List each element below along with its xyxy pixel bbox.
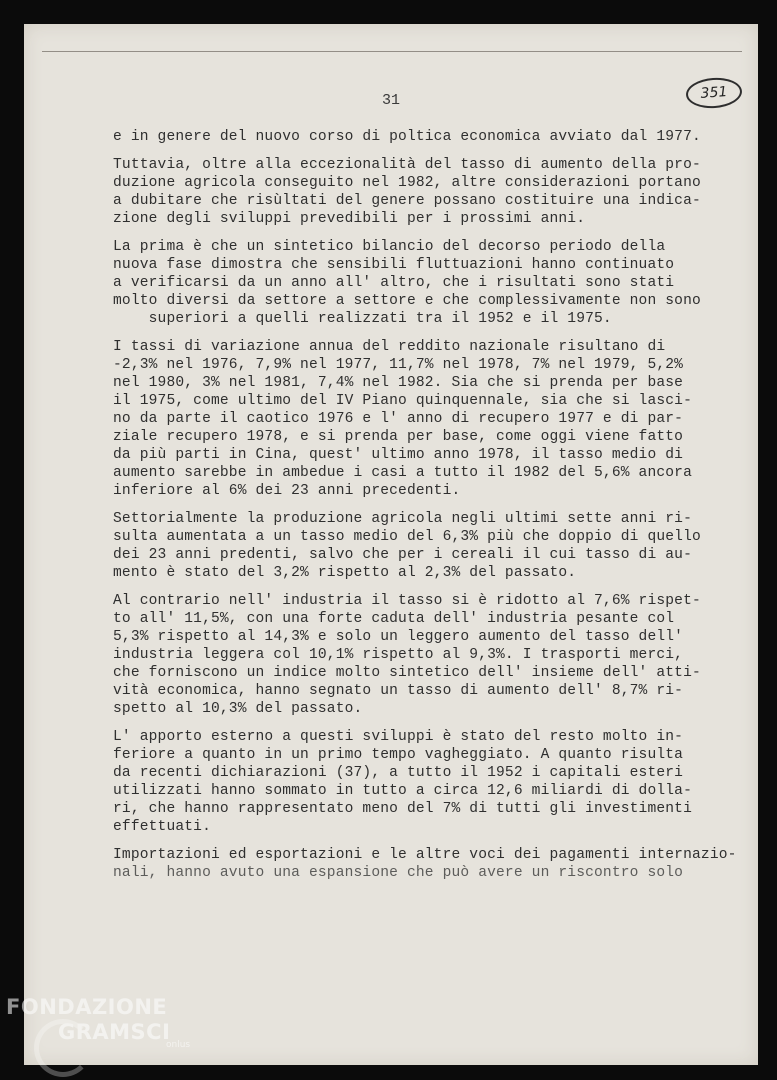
text-line: ri, che hanno rappresentato meno del 7% di tutti gli investimenti [113,801,692,817]
paragraph [113,728,723,836]
watermark-ring-icon [34,1019,92,1077]
text-line: superiori a quelli realizzati tra il 1952 e il 1975. [113,311,612,327]
text-line: feriore a quanto in un primo tempo vagheggiato. A quanto risulta [113,747,684,763]
paragraph [113,238,723,328]
watermark-line-2: GRAMSCI [58,1020,171,1044]
text-line: dei 23 anni predenti, salvo che per i cereali il cui tasso di au- [113,547,692,563]
text-line: 5,3% rispetto al 14,3% e solo un leggero aumento del tasso dell' [113,629,684,645]
text-line: spetto al 10,3% del passato. [113,701,363,717]
paragraph [113,338,723,500]
text-line: ziale recupero 1978, e si prenda per base, come oggi viene fatto [113,429,684,445]
text-line: no da parte il caotico 1976 e l' anno di recupero 1977 e di par- [113,411,684,427]
text-line: a verificarsi da un anno all' altro, che i risultati sono stati [113,275,675,291]
text-line: il 1975, come ultimo del IV Piano quinquennale, sia che si lasci- [113,393,692,409]
text-line: sulta aumentata a un tasso medio del 6,3% più che doppio di quello [113,529,701,545]
body-text [113,128,737,892]
text-line: che forniscono un indice molto sintetico dell' insieme dell' atti- [113,665,701,681]
paragraph [113,128,723,146]
text-line: vità economica, hanno segnato un tasso di aumento dell' 8,7% ri- [113,683,684,699]
text-line: utilizzati hanno sommato in tutto a circa 12,6 miliardi di dolla- [113,783,692,799]
paragraph [113,156,723,228]
text-line: nali, hanno avuto una espansione che può avere un riscontro solo [113,865,684,881]
text-line: Al contrario nell' industria il tasso si è ridotto al 7,6% rispet- [113,593,701,609]
text-line: L' apporto esterno a questi sviluppi è stato del resto molto in- [113,729,684,745]
text-line: nel 1980, 3% nel 1981, 7,4% nel 1982. Sia che si prenda per base [113,375,684,391]
text-line: mento è stato del 3,2% rispetto al 2,3% del passato. [113,565,577,581]
text-line: Tuttavia, oltre alla eccezionalità del tasso di aumento della pro- [113,157,701,173]
text-line: nuova fase dimostra che sensibili fluttuazioni hanno continuato [113,257,675,273]
page-number: 31 [382,92,401,109]
paragraph [113,592,723,718]
text-line: Settorialmente la produzione agricola negli ultimi sette anni ri- [113,511,692,527]
text-line: industria leggera col 10,1% rispetto al 9,3%. I trasporti merci, [113,647,684,663]
archive-stamp: 351 [685,76,743,110]
text-line: aumento sarebbe in ambedue i casi a tutto il 1982 del 5,6% ancora [113,465,692,481]
text-line: da recenti dichiarazioni (37), a tutto il 1952 i capitali esteri [113,765,684,781]
text-line: effettuati. [113,819,211,835]
text-line: Importazioni ed esportazioni e le altre voci dei pagamenti internazio- [113,847,737,863]
text-line: duzione agricola conseguito nel 1982, altre considerazioni portano [113,175,701,191]
text-line: a dubitare che risùltati del genere possano costituire una indica- [113,193,701,209]
paragraph [113,846,737,882]
watermark-line-3: onlus [166,1040,191,1050]
text-line: zione degli sviluppi prevedibili per i prossimi anni. [113,211,586,227]
text-line: -2,3% nel 1976, 7,9% nel 1977, 11,7% nel 1978, 7% nel 1979, 5,2% [113,357,684,373]
text-line: inferiore al 6% dei 23 anni precedenti. [113,483,461,499]
paragraph [113,510,723,582]
watermark-line-1: FONDAZIONE [6,995,168,1019]
text-line: e in genere del nuovo corso di poltica economica avviato dal 1977. [113,129,701,145]
text-line: da più parti in Cina, quest' ultimo anno 1978, il tasso medio di [113,447,684,463]
text-line: I tassi di variazione annua del reddito nazionale risultano di [113,339,666,355]
text-line: to all' 11,5%, con una forte caduta dell' industria pesante col [113,611,675,627]
text-line: La prima è che un sintetico bilancio del decorso periodo della [113,239,666,255]
top-rule [42,51,742,52]
text-line: molto diversi da settore a settore e che complessivamente non sono [113,293,701,309]
watermark-logo [6,995,190,1050]
